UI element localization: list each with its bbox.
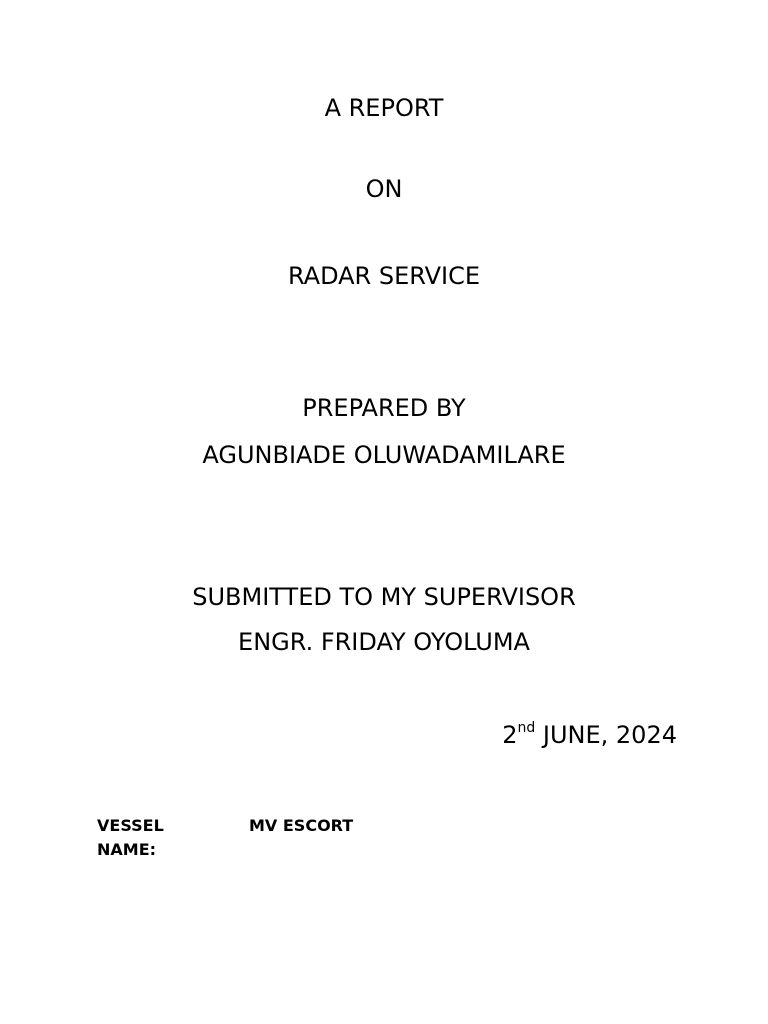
title-line-a-report: A REPORT (324, 94, 444, 122)
report-date (502, 718, 677, 752)
submitted-to-label: SUBMITTED TO MY SUPERVISOR (192, 583, 576, 611)
title-line-on: ON (365, 175, 403, 203)
prepared-by-label: PREPARED BY (302, 394, 466, 422)
vessel-name-label: VESSEL NAME: (97, 816, 164, 859)
vessel-name-value: MV ESCORT (249, 816, 354, 835)
date-ordinal-suffix: nd (517, 720, 536, 736)
author-name: AGUNBIADE OLUWADAMILARE (202, 441, 566, 469)
date-day: 2 (502, 721, 518, 749)
title-line-radar-service: RADAR SERVICE (287, 262, 481, 290)
supervisor-name: ENGR. FRIDAY OYOLUMA (238, 628, 530, 656)
date-month-year: JUNE, 2024 (535, 721, 677, 749)
